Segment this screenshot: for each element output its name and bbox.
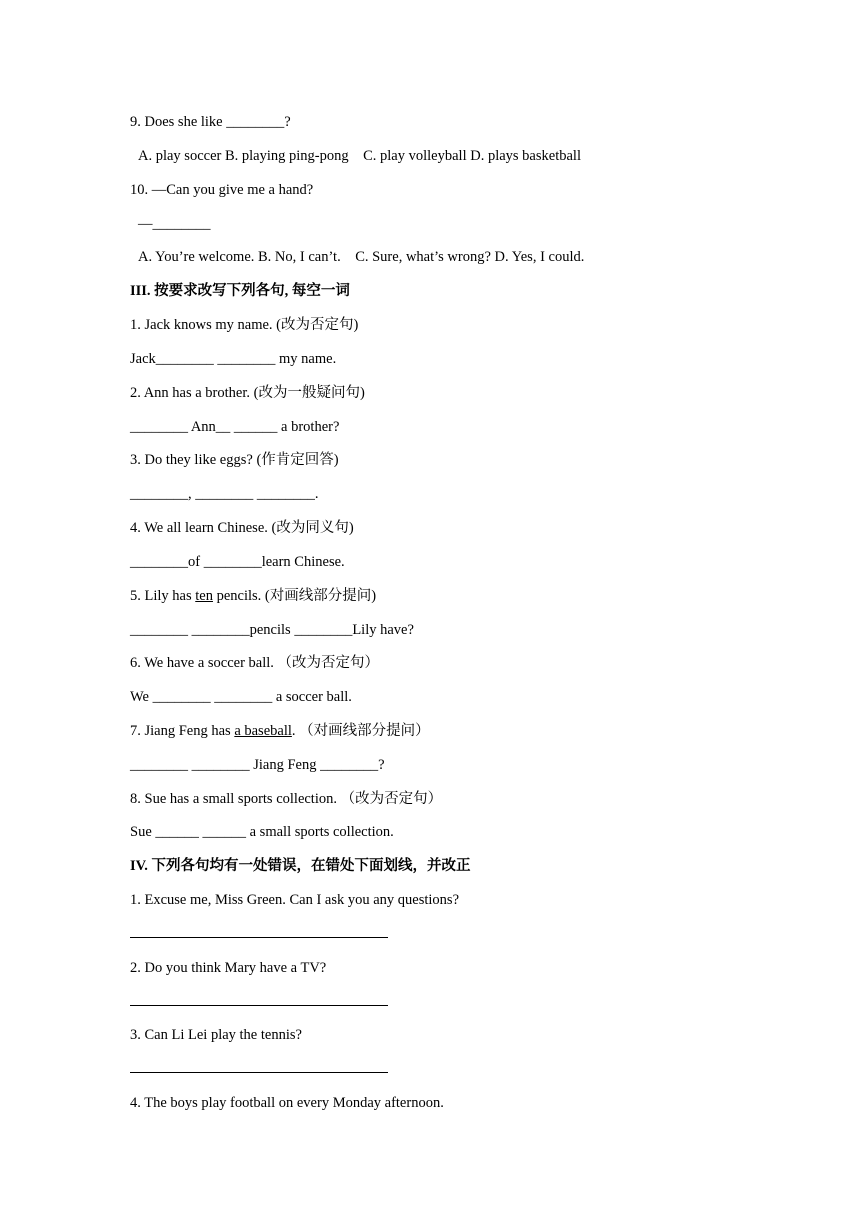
s4-item-2: 2. Do you think Mary have a TV? <box>130 960 327 976</box>
s3-item-4-prompt: 4. We all learn Chinese. (改为同义句) <box>130 520 354 536</box>
question-10-options: A. You’re welcome. B. No, I can’t. C. Sure, what’s wrong? D. Yes, I could. <box>138 249 585 265</box>
s3-item-7-answer: ________ ________ Jiang Feng ________? <box>130 757 385 773</box>
s3-item-2-prompt: 2. Ann has a brother. (改为一般疑问句) <box>130 385 365 401</box>
section-4-heading: IV. 下列各句均有一处错误，在错处下面划线，并改正 <box>130 858 471 874</box>
s3-item-8-answer: Sue ______ ______ a small sports collection. <box>130 824 394 840</box>
s3-item-8-prompt: 8. Sue has a small sports collection. （改为否定句） <box>130 791 443 807</box>
s4-item-4: 4. The boys play football on every Monday afternoon. <box>130 1095 444 1111</box>
s3-item-5-underlined-word: ten <box>195 588 213 604</box>
s3-item-5-prompt <box>130 586 376 606</box>
s3-item-7-prompt-end: . （对画线部分提问） <box>291 723 430 739</box>
s3-item-7-prompt-start: 7. Jiang Feng has <box>130 723 235 739</box>
question-9: 9. Does she like ________? <box>130 114 291 130</box>
s3-item-6-answer: We ________ ________ a soccer ball. <box>130 689 352 705</box>
s4-item-3: 3. Can Li Lei play the tennis? <box>130 1027 302 1043</box>
s3-item-7-underlined-word: a baseball <box>234 723 292 739</box>
s3-item-3-answer: ________, ________ ________. <box>130 486 319 502</box>
s3-item-7-prompt <box>130 721 430 741</box>
s3-item-5-prompt-start: 5. Lily has <box>130 588 196 604</box>
s3-item-5-prompt-end: pencils. (对画线部分提问) <box>212 588 377 604</box>
s3-item-5-answer: ________ ________pencils ________Lily have? <box>130 622 414 638</box>
s3-item-1-prompt: 1. Jack knows my name. (改为否定句) <box>130 317 359 333</box>
question-10: 10. —Can you give me a hand? <box>130 182 314 198</box>
s3-item-4-answer: ________of ________learn Chinese. <box>130 554 345 570</box>
s4-item-2-answer-line <box>130 1005 388 1006</box>
question-9-options: A. play soccer B. playing ping-pong C. play volleyball D. plays basketball <box>138 148 581 164</box>
s3-item-1-answer: Jack________ ________ my name. <box>130 351 337 367</box>
question-10-reply: —________ <box>138 216 211 232</box>
s3-item-6-prompt: 6. We have a soccer ball. （改为否定句） <box>130 655 380 671</box>
s3-item-2-answer: ________ Ann__ ______ a brother? <box>130 419 340 435</box>
s3-item-3-prompt: 3. Do they like eggs? (作肯定回答) <box>130 452 339 468</box>
s4-item-3-answer-line <box>130 1072 388 1073</box>
s4-item-1-answer-line <box>130 937 388 938</box>
s4-item-1: 1. Excuse me, Miss Green. Can I ask you any questions? <box>130 892 460 908</box>
section-3-heading: III. 按要求改写下列各句, 每空一词 <box>130 283 350 299</box>
